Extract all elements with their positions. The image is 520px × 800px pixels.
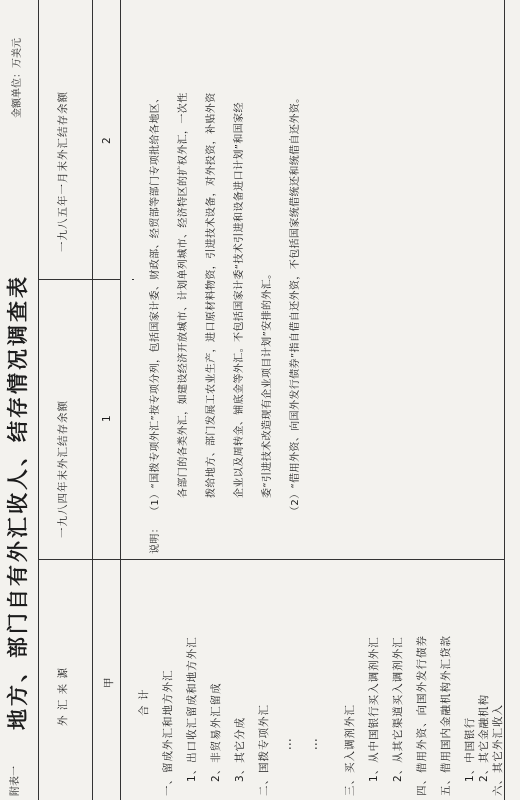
row-label: 2、从其它渠道买入调剂外汇 (392, 636, 404, 782)
column-header-period2: 一九八五年一月末外汇结存余额 (57, 91, 69, 252)
row-label: 1、中国银行 (464, 716, 476, 782)
row-label: 1、从中国银行买入调剂外汇 (368, 636, 380, 782)
row-label: 六、其它外汇收入 (492, 704, 504, 796)
table-bottom-border (504, 0, 505, 800)
column-header-num2: 2 (101, 136, 113, 144)
attachment-label: 附表一 (10, 766, 21, 796)
column-header-source: 外 汇 来 源 (57, 666, 69, 726)
row-label: 一、留成外汇和地方外汇 (162, 669, 174, 796)
tick-mark (132, 279, 134, 280)
subheader-row-divider (120, 0, 121, 800)
header-row-divider (92, 0, 93, 800)
unit-label: 金额单位：万美元 (12, 38, 23, 118)
period-column-divider (38, 279, 120, 280)
column-header-num1: 1 (101, 414, 113, 422)
column-header-jia: 甲 (103, 676, 115, 688)
row-label: 三、买入调剂外汇 (344, 704, 356, 796)
row-label: 1、出口收汇留成和地方外汇 (186, 636, 198, 782)
note-1-line: 企业以及周转金、铺底金等外汇。不包括国家计委“技术引进和设备进口计划”和国家经 (234, 102, 245, 498)
notes-label: 说明： (150, 522, 161, 554)
ellipsis-mark: ⋮ (284, 737, 296, 751)
column-header-period1: 一九八四年末外汇结存余额 (57, 400, 69, 538)
ellipsis-mark: ⋮ (310, 737, 322, 751)
form-title: 地方、部门自有外汇收人、结存情况调查表 (5, 274, 30, 730)
row-label: 二、国拨专项外汇 (258, 704, 270, 796)
row-label: 五、借用国内金融机构外汇贷款 (440, 635, 452, 796)
note-2: （2）“借用外资、向国外发行债券”指自借自还外资，不包括国家统借统还和统借自还外资。 (290, 92, 301, 516)
note-1-line: 委“引进技术改造现有企业项目计划”安排的外汇。 (262, 268, 273, 498)
table-top-border (38, 0, 39, 800)
note-1-line: 拨给地方、部门发展工农业生产，进口原材料物资，引进技术设备，对外投资，补贴外资 (206, 92, 217, 498)
row-label: 2、非贸易外汇留成 (210, 682, 222, 782)
note-1-line: （1）“国拨专项外汇”按专项分列，包括国家计委、财政部、经贸部等部门专项批给各地区、 (150, 92, 161, 516)
note-1-line: 各部门的各类外汇，如建设经济开放城市、计划单列城市、经济特区的扩权外汇，一次性 (178, 92, 189, 498)
row-label: 四、借用外资、向国外发行债券 (416, 635, 428, 796)
source-column-divider (38, 559, 504, 560)
row-label: 2、其它金融机构 (478, 693, 490, 782)
row-label-total: 合 计 (138, 688, 150, 716)
row-label: 3、其它分成 (234, 716, 246, 782)
